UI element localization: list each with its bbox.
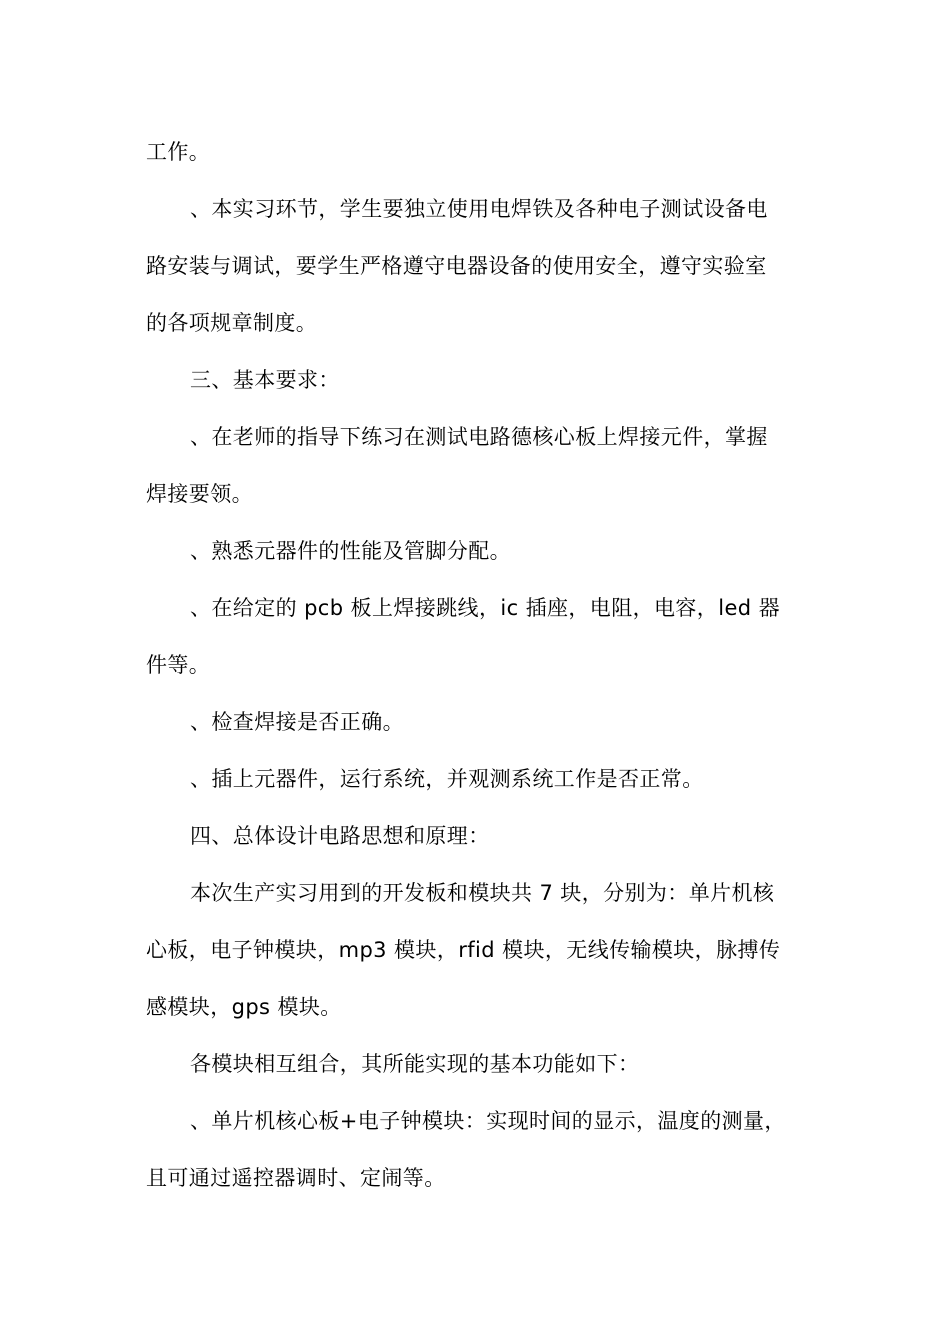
text-line: 、在给定的 pcb 板上焊接跳线，ic 插座，电阻，电容，led 器 bbox=[190, 596, 780, 620]
text-line: 焊接要领。 bbox=[146, 482, 253, 506]
text-line: 、本实习环节，学生要独立使用电焊铁及各种电子测试设备电 bbox=[190, 197, 768, 221]
text-line: 且可通过遥控器调时、定闹等。 bbox=[146, 1166, 446, 1190]
text-line: 路安装与调试，要学生严格遵守电器设备的使用安全，遵守实验室 bbox=[146, 254, 767, 278]
section-heading: 三、基本要求： bbox=[190, 368, 340, 392]
text-line: 本次生产实习用到的开发板和模块共 7 块，分别为：单片机核 bbox=[190, 881, 775, 905]
text-line: 感模块，gps 模块。 bbox=[146, 995, 342, 1019]
text-line: 各模块相互组合，其所能实现的基本功能如下： bbox=[190, 1052, 640, 1076]
text-line: 、单片机核心板+电子钟模块：实现时间的显示，温度的测量， bbox=[190, 1109, 786, 1133]
text-line: 、熟悉元器件的性能及管脚分配。 bbox=[190, 539, 511, 563]
text-line: 的各项规章制度。 bbox=[146, 311, 318, 335]
text-line: 心板，电子钟模块，mp3 模块，rfid 模块，无线传输模块，脉搏传 bbox=[146, 938, 781, 962]
text-line: 、检查焊接是否正确。 bbox=[190, 710, 404, 734]
section-heading: 四、总体设计电路思想和原理： bbox=[190, 824, 490, 848]
text-line: 、插上元器件，运行系统，并观测系统工作是否正常。 bbox=[190, 767, 704, 791]
text-line: 工作。 bbox=[146, 140, 211, 164]
text-line: 件等。 bbox=[146, 653, 211, 677]
text-line: 、在老师的指导下练习在测试电路德核心板上焊接元件，掌握 bbox=[190, 425, 768, 449]
